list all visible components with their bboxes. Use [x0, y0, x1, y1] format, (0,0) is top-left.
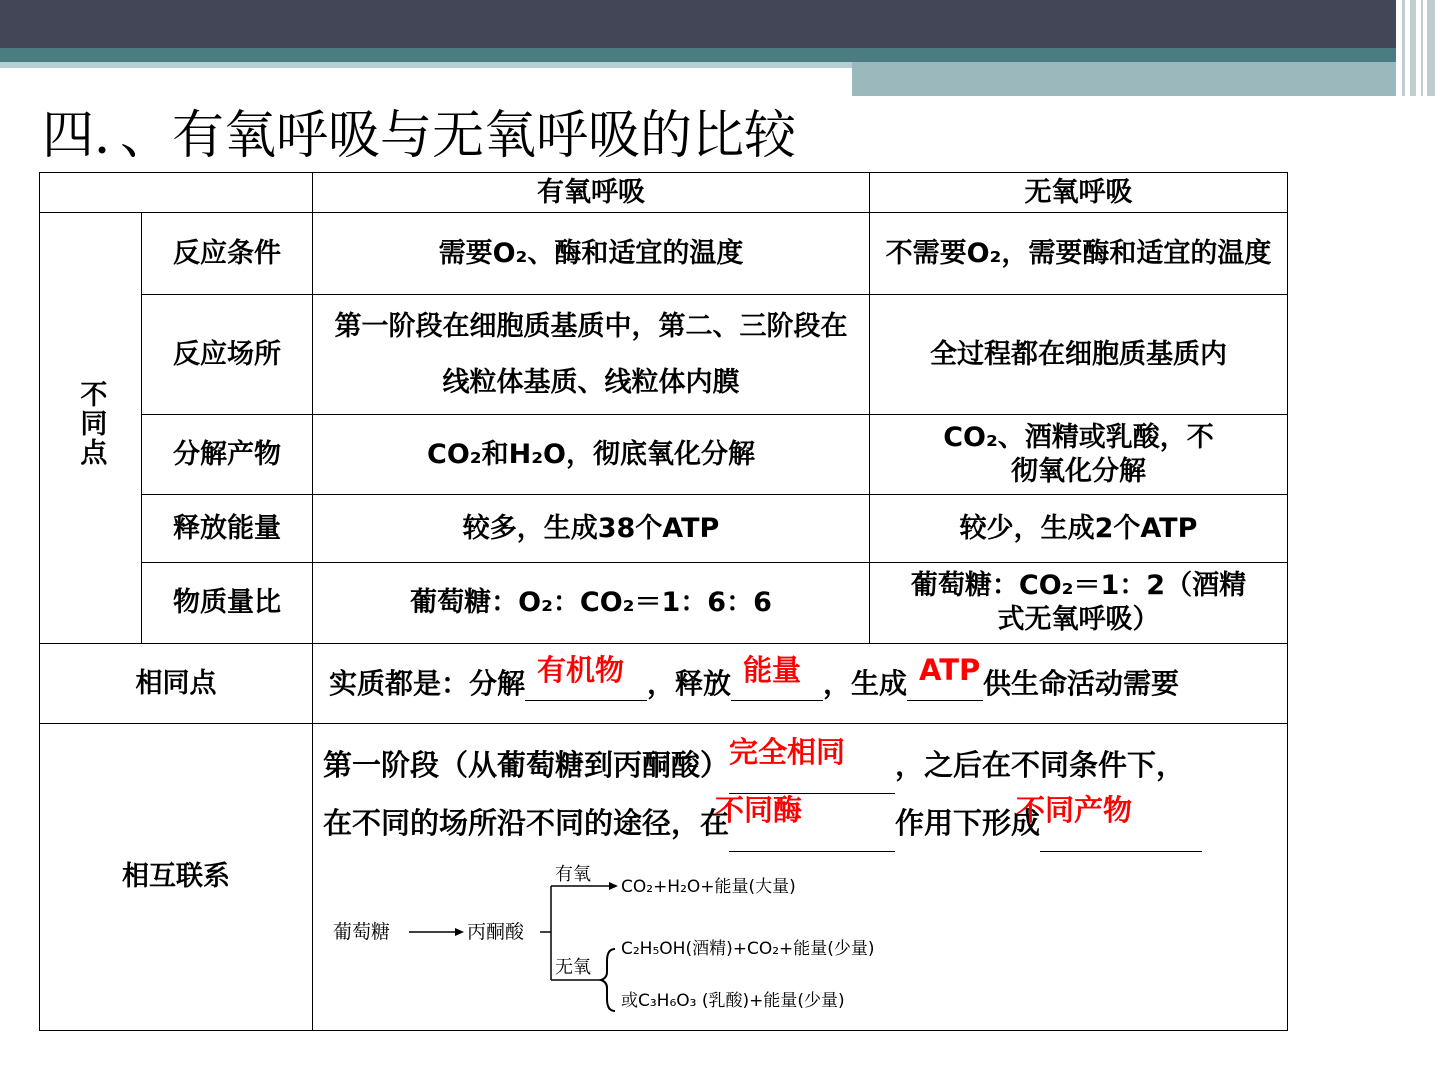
header-anaerobic: 无氧呼吸	[870, 173, 1288, 213]
pyruvate-label: 丙酮酸	[467, 921, 525, 943]
row-label: 物质量比	[142, 563, 313, 644]
relation-label: 相互联系	[40, 724, 313, 1031]
cell-aerobic-condition: 需要O₂、酶和适宜的温度	[313, 213, 870, 295]
cell-aerobic-ratio: 葡萄糖：O₂：CO₂＝1：6：6	[313, 563, 870, 644]
header-aerobic: 有氧呼吸	[313, 173, 870, 213]
answer-atp: ATP	[919, 652, 981, 687]
answer-identical: 完全相同	[729, 735, 846, 769]
cell-aerobic-location: 第一阶段在细胞质基质中，第二、三阶段在线粒体基质、线粒体内膜	[313, 295, 870, 415]
header-band-right	[852, 62, 1440, 96]
same-content: 实质都是：分解 有机物 ，释放 能量 ，生成 ATP 供生命活动需要	[313, 644, 1288, 724]
header-band-dark	[0, 0, 1440, 48]
header-band-light	[0, 62, 852, 68]
anaerobic-product-lactic: 或C₃H₆O₃ (乳酸)+能量(少量)	[621, 991, 845, 1011]
answer-different-products: 不同产物	[1016, 793, 1133, 827]
diff-label: 不同点	[75, 380, 107, 468]
cell-anaerobic-condition: 不需要O₂，需要酶和适宜的温度	[870, 213, 1288, 295]
respiration-pathway-diagram	[333, 856, 993, 1021]
cell-aerobic-products: CO₂和H₂O，彻底氧化分解	[313, 415, 870, 495]
answer-energy: 能量	[743, 652, 802, 687]
relation-line-2: 在不同的场所沿不同的途径，在 不同酶 作用下形成 不同产物	[313, 794, 1287, 852]
relation-content	[313, 724, 1288, 1031]
anaerobic-label: 无氧	[555, 957, 591, 978]
answer-organic-matter: 有机物	[537, 652, 625, 687]
brace-icon	[601, 949, 615, 1011]
comparison-table	[39, 172, 1288, 1031]
glucose-label: 葡萄糖	[333, 921, 391, 943]
cell-anaerobic-location: 全过程都在细胞质基质内	[870, 295, 1288, 415]
relation-line-1: 第一阶段（从葡萄糖到丙酮酸） 完全相同 ，之后在不同条件下，	[313, 736, 1287, 794]
slide-title: 四．、有氧呼吸与无氧呼吸的比较	[42, 106, 797, 166]
same-label: 相同点	[40, 644, 313, 724]
cell-anaerobic-energy: 较少，生成2个ATP	[870, 495, 1288, 563]
cell-anaerobic-ratio: 葡萄糖：CO₂＝1：2（酒精式无氧呼吸）	[870, 563, 1288, 644]
row-label: 反应条件	[142, 213, 313, 295]
aerobic-product: CO₂+H₂O+能量(大量)	[621, 877, 796, 897]
row-label: 释放能量	[142, 495, 313, 563]
diff-label-cell	[40, 213, 142, 644]
row-label: 反应场所	[142, 295, 313, 415]
row-label: 分解产物	[142, 415, 313, 495]
header-empty-cell	[40, 173, 313, 213]
cell-anaerobic-products: CO₂、酒精或乳酸，不彻氧化分解	[870, 415, 1288, 495]
arrowhead	[455, 928, 464, 936]
header-band-teal	[0, 48, 1440, 62]
answer-different-enzymes: 不同酶	[715, 793, 803, 827]
aerobic-label: 有氧	[555, 864, 591, 885]
cell-aerobic-energy: 较多，生成38个ATP	[313, 495, 870, 563]
anaerobic-product-alcohol: C₂H₅OH(酒精)+CO₂+能量(少量)	[621, 939, 875, 959]
header-corner-decoration	[1396, 0, 1440, 96]
